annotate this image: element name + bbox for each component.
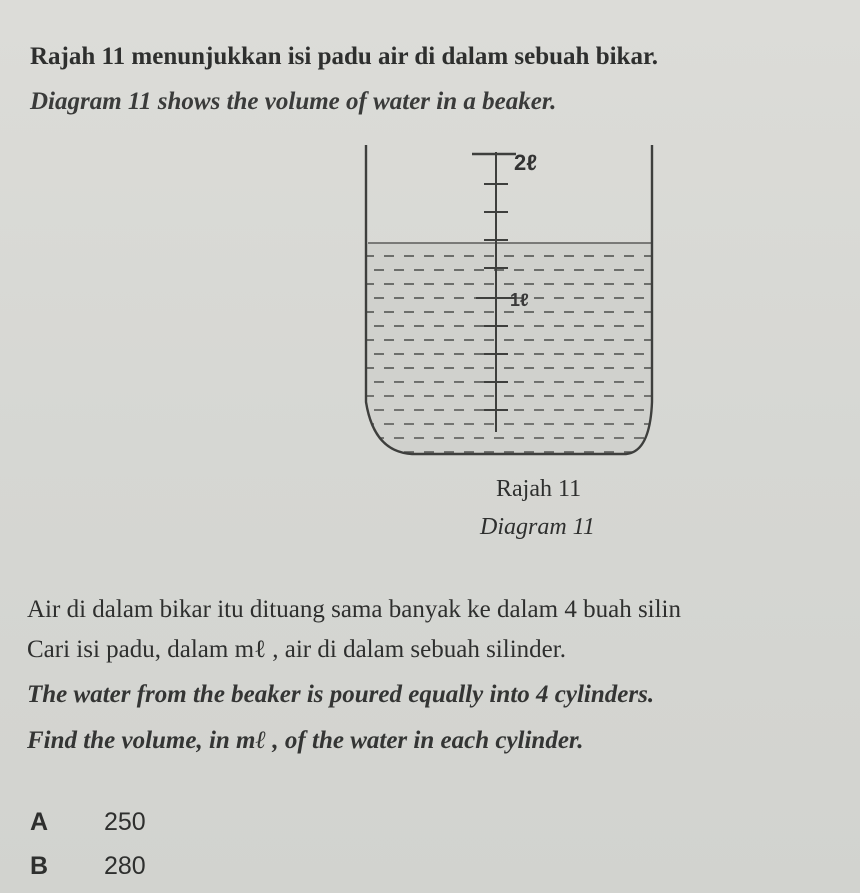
text-malay-2: Cari isi padu, dalam mℓ , air di dalam sebuah silinder.	[27, 636, 566, 663]
option-b-letter: B	[30, 852, 49, 880]
water	[360, 243, 680, 470]
text-malay-1: Air di dalam bikar itu dituang sama banyak ke dalam 4 buah silin	[27, 596, 682, 623]
beaker-diagram	[360, 140, 680, 470]
option-a-value: 250	[104, 808, 146, 836]
label-2-litre: 2ℓ	[514, 150, 537, 175]
label-1-litre: 1ℓ	[510, 290, 529, 310]
option-a-letter: A	[30, 808, 49, 836]
caption-malay: Rajah 11	[496, 476, 582, 502]
intro-english: Diagram 11 shows the volume of water in a beaker.	[30, 88, 557, 115]
text-english-1: The water from the beaker is poured equally into 4 cylinders.	[27, 681, 655, 708]
intro-malay: Rajah 11 menunjukkan isi padu air di dalam sebuah bikar.	[30, 43, 659, 70]
text-english-2: Find the volume, in mℓ , of the water in each cylinder.	[27, 727, 584, 754]
option-b-value: 280	[104, 852, 146, 880]
caption-english: Diagram 11	[480, 514, 595, 540]
